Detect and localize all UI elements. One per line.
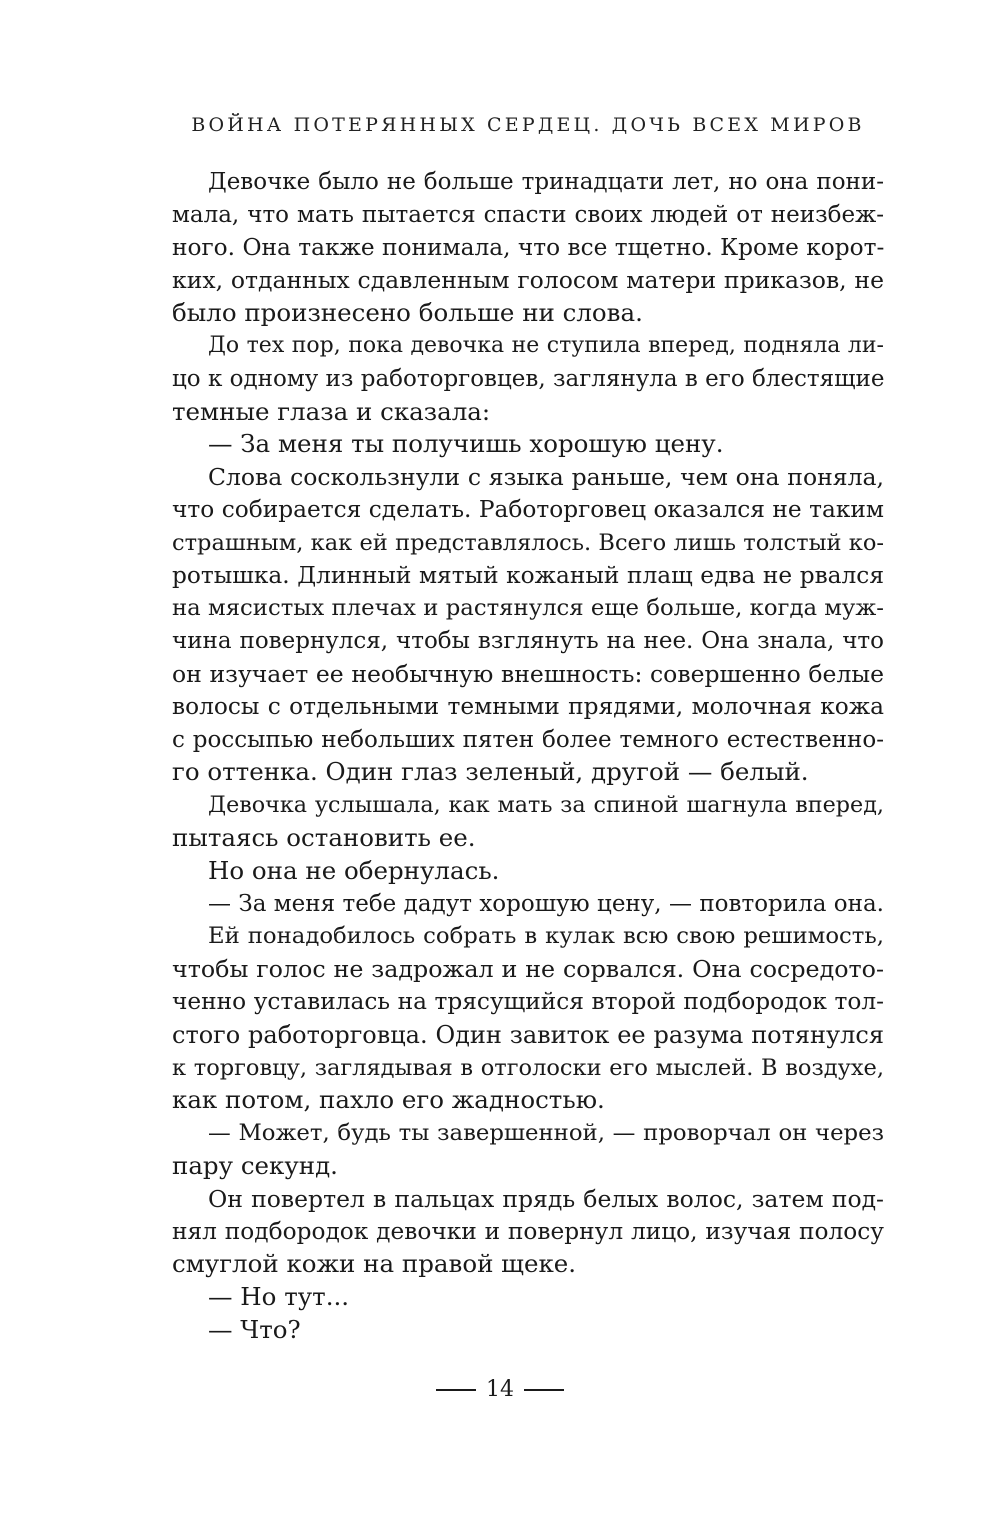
text-line: он изучает ее необычную внешность: совершенно белые [172,659,884,688]
text-line: — Может, будь ты завершенной, — проворчал он через [208,1120,884,1147]
text-line: Девочка услышала, как мать за спиной шагнула вперед, [208,792,884,819]
text-line: стого работорговца. Один завиток ее разума потянулся [172,1020,884,1049]
text-line: страшным, как ей представлялось. Всего лишь толстый ко- [172,529,884,556]
text-line: к торговцу, заглядывая в отголоски его мыслей. В воздухе, [172,1054,884,1081]
text-line: — Но тут... [208,1282,350,1312]
text-line: — За меня тебе дадут хорошую цену, — повторила она. [208,890,884,917]
text-line: мала, что мать пытается спасти своих людей от неизбеж- [172,201,884,228]
body-text [172,166,884,1347]
text-line: ченно уставилась на трясущийся второй подбородок тол- [172,987,884,1015]
text-line: го оттенка. Один глаз зеленый, другой — белый. [172,757,809,787]
text-line: чтобы голос не задрожал и не сорвался. Она сосредото- [172,955,884,984]
folio-dash-right [524,1389,564,1391]
text-line: — За меня ты получишь хорошую цену. [208,429,724,459]
text-line: волосы с отдельными темными прядями, молочная кожа [172,692,884,720]
text-line: ких, отданных сдавленным голосом матери приказов, не [172,266,884,295]
text-line: Девочке было не больше тринадцати лет, но она пони- [208,169,884,195]
text-line: ротышка. Длинный мятый кожаный плащ едва не рвался [172,561,884,589]
page-footer [0,1376,1000,1404]
text-line: как потом, пахло его жадностью. [172,1085,605,1115]
text-line: До тех пор, пока девочка не ступила вперед, подняла ли- [208,332,884,358]
text-line: что собирается сделать. Работорговец оказался не таким [172,495,884,523]
text-line: Слова соскользнули с языка раньше, чем она поняла, [208,463,884,492]
text-line: ного. Она также понимала, что все тщетно. Кроме корот- [172,233,885,261]
text-line: смуглой кожи на правой щеке. [172,1249,577,1279]
text-line: Ей понадобилось собрать в кулак всю свою решимость, [208,923,884,950]
text-line: чина повернулся, чтобы взглянуть на нее. Она знала, что [172,628,884,655]
text-line: было произнесено больше ни слова. [172,298,643,328]
text-line: Но она не обернулась. [208,855,500,885]
text-line: пару секунд. [172,1150,338,1180]
page-number: 14 [486,1377,514,1402]
text-line: с россыпью небольших пятен более темного естественно- [172,726,884,753]
text-line: цо к одному из работорговцев, заглянула в его блестящие [172,365,885,392]
text-line: темные глаза и сказала: [172,396,491,426]
text-line: пытаясь остановить ее. [172,822,476,852]
text-line: нял подбородок девочки и повернул лицо, изучая полосу [172,1217,884,1245]
folio-dash-left [436,1389,476,1391]
running-head: ВОЙНА ПОТЕРЯННЫХ СЕРДЕЦ. ДОЧЬ ВСЕХ МИРОВ [191,114,865,136]
text-line: — Что? [208,1314,301,1344]
text-line: на мясистых плечах и растянулся еще больше, когда муж- [172,595,884,622]
text-line: Он повертел в пальцах прядь белых волос, затем под- [208,1184,884,1213]
